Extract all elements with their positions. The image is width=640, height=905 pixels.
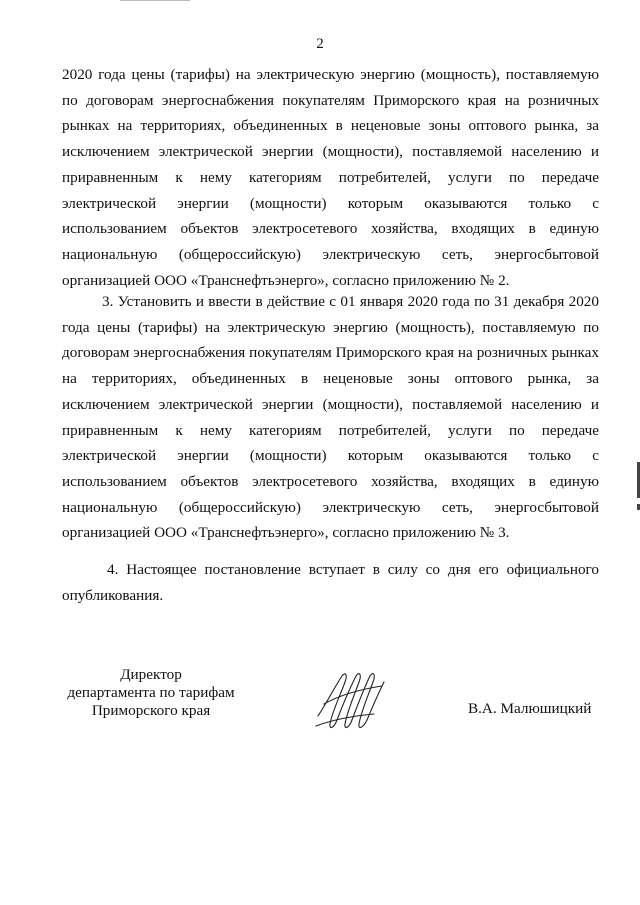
- signatory-title: [58, 666, 244, 720]
- paragraph-item-4: [62, 557, 599, 608]
- signatory-title-line: департамента по тарифам: [67, 684, 235, 701]
- paragraph-continuation: [62, 62, 599, 293]
- paragraph-text: 3. Установить и ввести в действие с 01 января 2020 года по 31 декабря 2020 года цены (тарифы) на электрическую энергию (мощность), поставляемую по договорам энергоснабжения покупателям Приморского края на розничных рынках на территориях, объединенных в неценовые зоны оптового рынка, за исключением электрической энергии (мощности), поставляемой населению и приравненным к нему категориям потребителей, услуги по передаче электрической энергии (мощности) которым оказываются только с использованием объектов электросетевого хозяйства, входящих в единую национальную (общероссийскую) электрическую сеть, энергосбытовой организацией ООО «Транснефтьэнерго», согласно приложению № 3.: [62, 293, 599, 542]
- signatory-name: В.А. Малюшицкий: [468, 700, 592, 717]
- handwritten-signature: [312, 664, 392, 736]
- signatory-title-line: Директор: [120, 666, 182, 683]
- paragraph-text: 2020 года цены (тарифы) на электрическую энергию (мощность), поставляемую по договорам энергоснабжения покупателям Приморского края на розничных рынках на территориях, объединенных в неценовые зоны оптового рынка, за исключением электрической энергии (мощности), поставляемой населению и приравненным к нему категориям потребителей, услуги по передаче электрической энергии (мощности) которым оказываются только с использованием объектов электросетевого хозяйства, входящих в единую национальную (общероссийскую) электрическую сеть, энергосбытовой организацией ООО «Транснефтьэнерго», согласно приложению № 2.: [62, 66, 599, 289]
- signatory-title-line: Приморского края: [91, 702, 211, 719]
- paragraph-text: 4. Настоящее постановление вступает в силу со дня его официального опубликования.: [62, 561, 599, 604]
- scan-edge-mark: [120, 0, 190, 1]
- paragraph-item-3: [62, 289, 599, 546]
- page-number: 2: [316, 36, 324, 52]
